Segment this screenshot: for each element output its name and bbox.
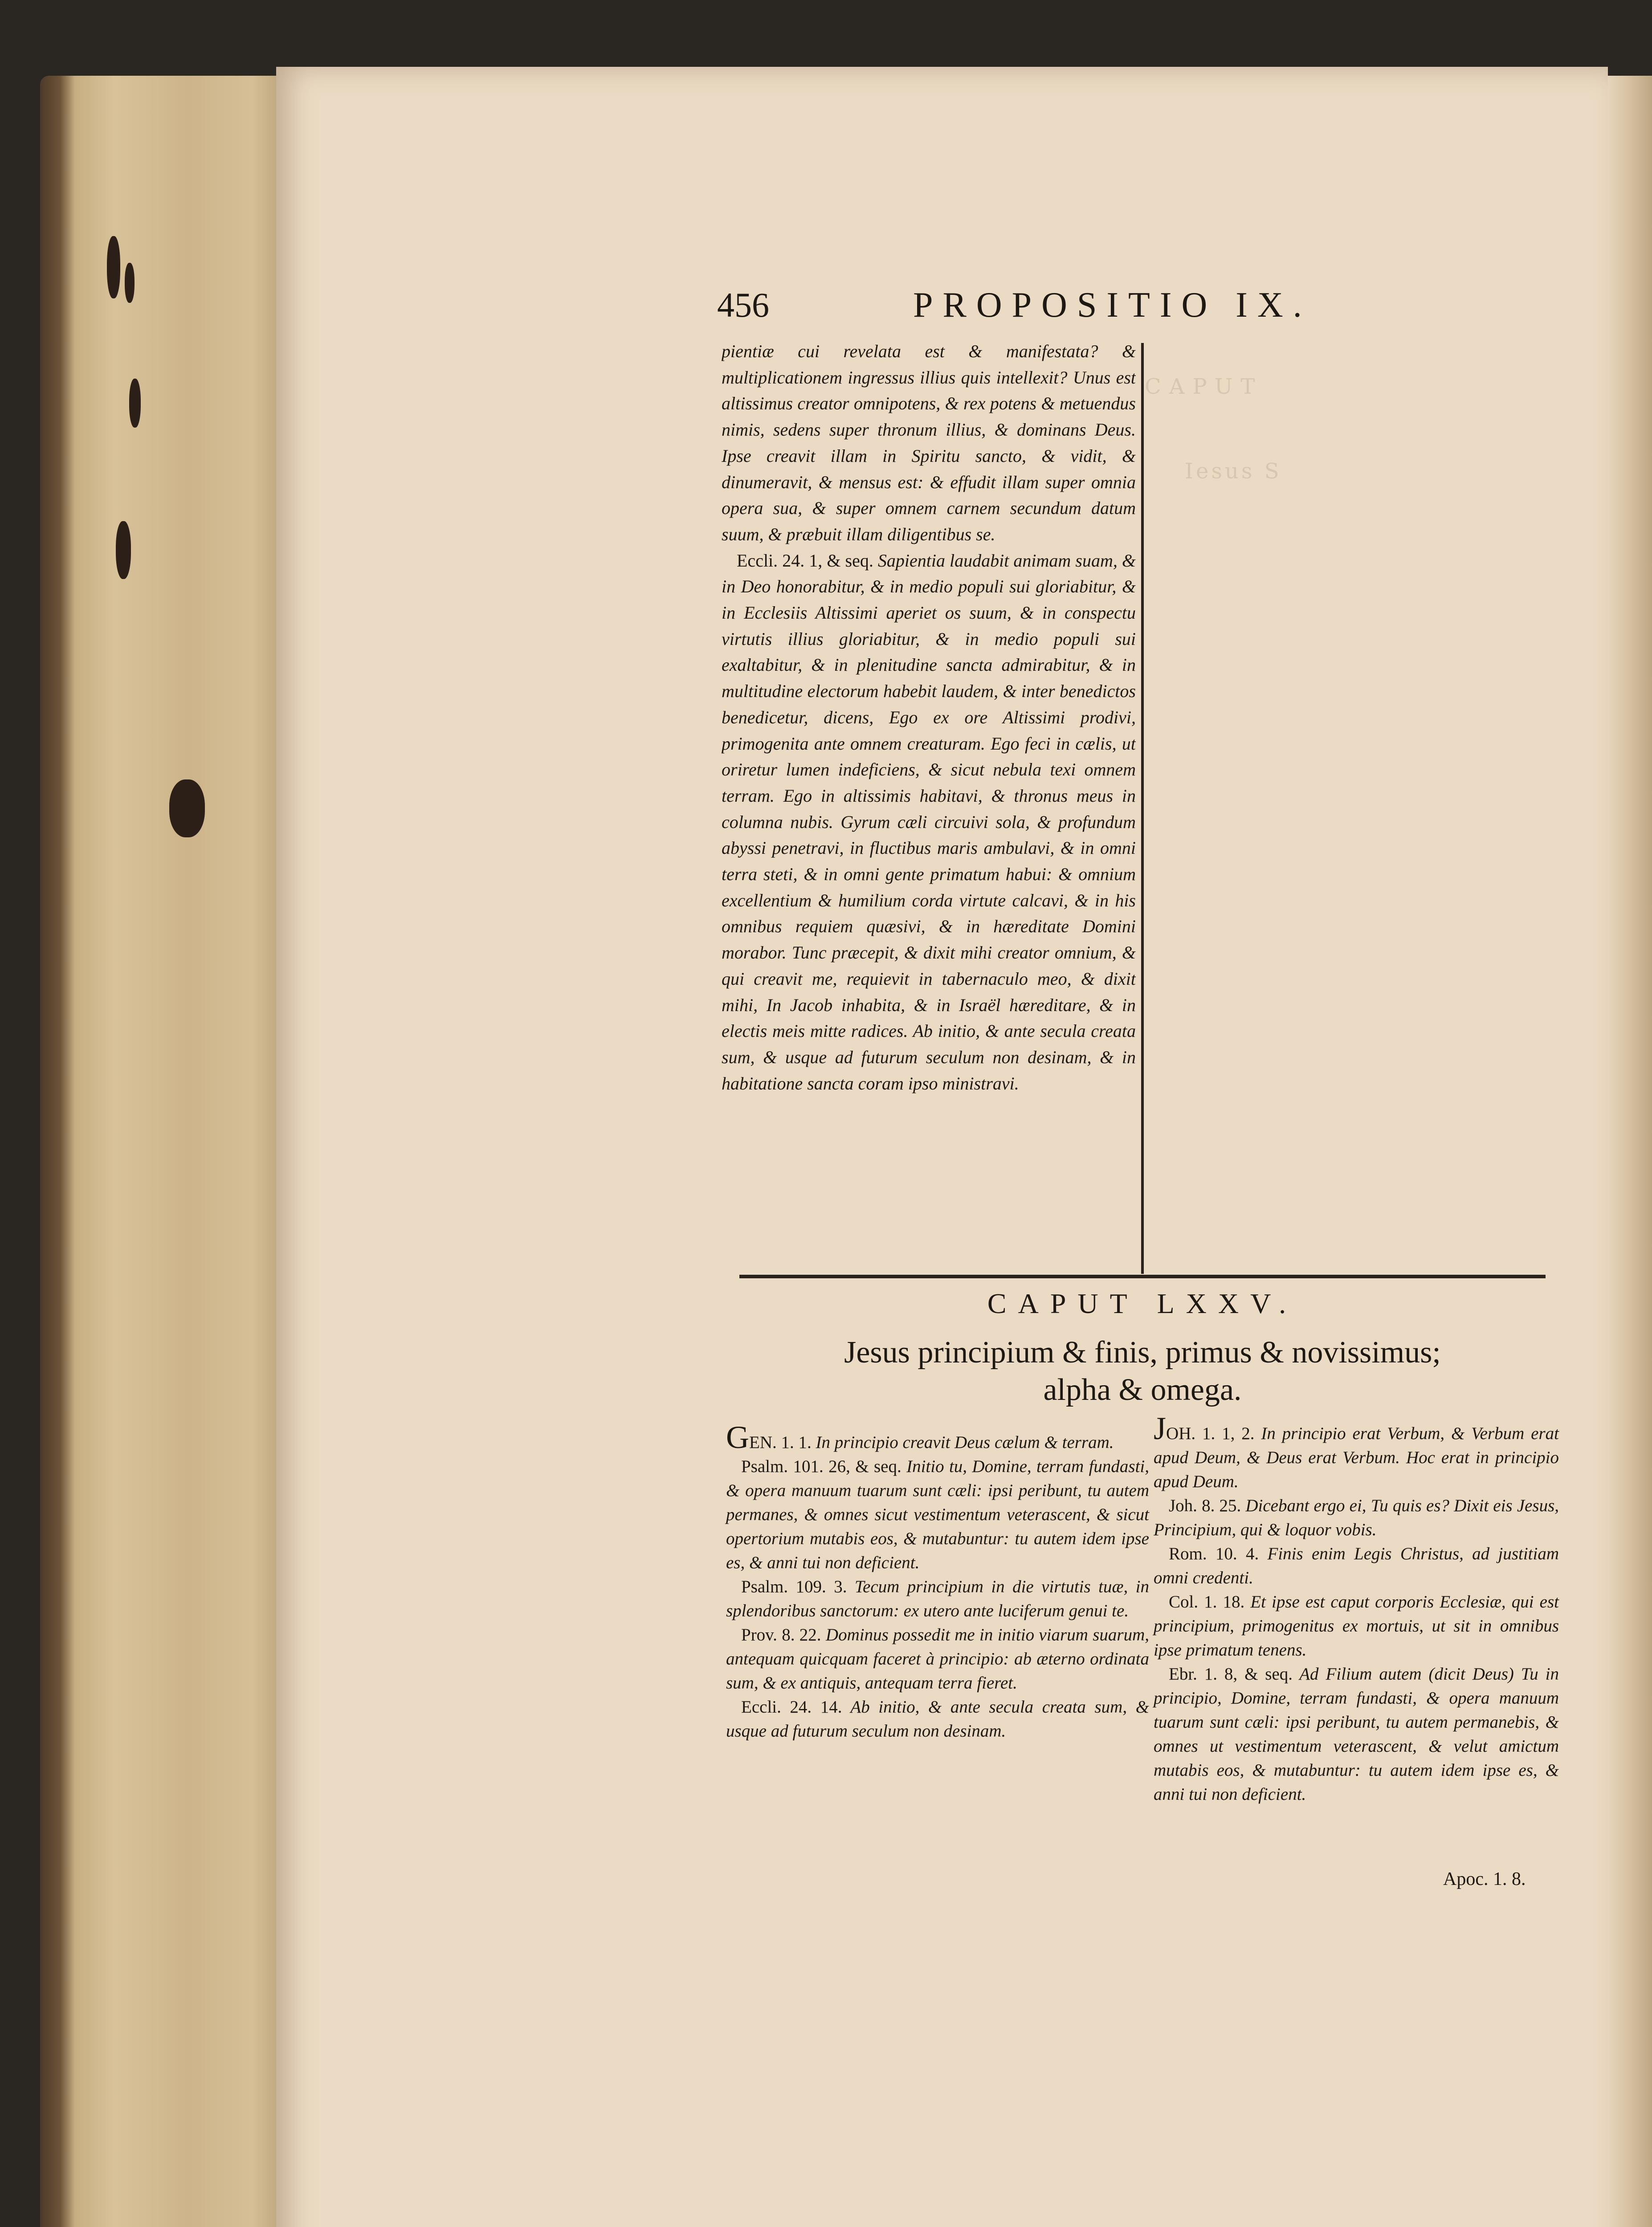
book-fore-edge-right (1608, 76, 1652, 2227)
scripture-reference: Joh. 8. 25. (1169, 1496, 1241, 1515)
paragraph-text: Tecum principium in die virtutis tuæ, in splendoribus sanctorum: ex utero ante luciferum genui te. (726, 1577, 1149, 1620)
scripture-reference: Eccli. 24. 14. (741, 1697, 842, 1717)
section-divider (739, 1275, 1546, 1278)
scripture-reference: Ebr. 1. 8, & seq. (1169, 1664, 1293, 1684)
paragraph (726, 1575, 1149, 1623)
paragraph (726, 1623, 1149, 1695)
scripture-reference: Psalm. 109. 3. (741, 1577, 847, 1596)
paragraph (1154, 1590, 1559, 1662)
top-text-column (722, 339, 1136, 1234)
running-title: PROPOSITIO IX. (913, 286, 1312, 325)
paragraph-text: pientiæ cui revelata est & manifestata? & multiplicationem ingressus illius quis intellexit? Unus est altissimus creator omnipotens, & rex potens & metuendus nimis, sedens super thronum illius, & dominans Deus. Ipse creavit illam in Spiritu sancto, & vidit, & dinumeravit, & mensus est: & effudit illam super omnia opera sua, & super omnem carnem secundum datum suum, & præbuit illam diligentibus se. (722, 341, 1136, 544)
paragraph-text: Dominus possedit me in initio viarum suarum, antequam quicquam faceret à principio: ab æterno ordinata sum, & ex antiquis, antequam terra fieret. (726, 1625, 1149, 1693)
paragraph (726, 1455, 1149, 1575)
scripture-reference: Rom. 10. 4. (1169, 1544, 1259, 1563)
paragraph (726, 1419, 1149, 1455)
chapter-subtitle-line: Jesus principium & finis, primus & novissimus; (844, 1335, 1441, 1370)
paragraph-text: In principio erat Verbum, & Verbum erat apud Deum, & Deus erat Verbum. Hoc erat in principio apud Deum. (1154, 1424, 1559, 1491)
paragraph (722, 548, 1136, 1097)
page-header (717, 285, 1345, 334)
paragraph (1154, 1494, 1559, 1542)
paragraph (722, 339, 1136, 548)
paragraph-text: Ab initio, & ante secula creata sum, & usque ad futurum seculum non desinam. (726, 1697, 1149, 1741)
page-number: 456 (717, 286, 769, 324)
paragraph-text: Dicebant ergo ei, Tu quis es? Dixit eis Jesus, Principium, qui & loquor vobis. (1154, 1496, 1559, 1539)
paragraph (726, 1695, 1149, 1743)
left-text-column (726, 1419, 1150, 1743)
paragraph (1154, 1411, 1559, 1494)
paragraph-text: Sapientia laudabit animam suam, & in Deo honorabitur, & in medio populi sui gloriabitur, & in Ecclesiis Altissimi aperiet os suum, & in conspectu virtutis illius gloriabitur, & in medio populi sui exaltabitur, & in plenitudine sancta admirabitur, & in multitudine electorum habebit laudem, & inter benedictos benedicetur, dicens, Ego ex ore Altissimi prodivi, primogenita ante omnem creaturam. Ego feci in cælis, ut oriretur lumen indeficiens, & sicut nebula texi omnem terram. Ego in altissimis habitavi, & thronus meus in columna nubis. Gyrum cæli circuivi sola, & profundum abyssi penetravi, in fluctibus maris ambulavi, & in omni terra steti, & in omni gente primatum habui: & omnium excellentium & humilium corda virtute calcavi, & in his omnibus requiem quæsivi, & in hæreditate Domini morabor. Tunc præcepit, & dixit mihi creator omnium, & qui creavit me, requievit in tabernaculo meo, & dixit mihi, In Jacob inhabita, & in Israël hæreditare, & in electis meis mitte radices. Ab initio, & ante secula creata sum, & usque ad futurum seculum non desinam, & in habitatione sancta coram ipso ministravi. (722, 550, 1136, 1093)
paragraph-text: In principio creavit Deus cælum & terram. (816, 1433, 1114, 1452)
scripture-reference: Col. 1. 18. (1169, 1592, 1245, 1611)
scripture-reference: Eccli. 24. 1, & seq. (737, 550, 873, 571)
chapter-subtitle-line: alpha & omega. (1043, 1373, 1242, 1407)
paragraph (1154, 1542, 1559, 1590)
scripture-reference: OH. 1. 1, 2. (1166, 1424, 1255, 1443)
bleed-through-text: CAPUT (1145, 374, 1263, 399)
paragraph (1154, 1662, 1559, 1807)
bleed-through-text: Iesus S (1185, 459, 1282, 484)
scripture-reference: Prov. 8. 22. (741, 1625, 821, 1644)
right-text-column (1154, 1411, 1559, 1807)
paragraph-text: Finis enim Legis Christus, ad justitiam omni credenti. (1154, 1544, 1559, 1587)
scripture-reference: Psalm. 101. 26, & seq. (741, 1457, 901, 1476)
initial-capital: J (1154, 1411, 1167, 1446)
catchword: Apoc. 1. 8. (1443, 1869, 1526, 1889)
column-rule (1141, 343, 1144, 1274)
initial-capital: G (726, 1419, 749, 1455)
book-fore-edge-left (40, 76, 290, 2227)
paragraph-text: Et ipse est caput corporis Ecclesiæ, qui est principium, primogenitus ex mortuis, ut sit in omnibus ipse primatum tenens. (1154, 1592, 1559, 1660)
chapter-subtitle (739, 1334, 1546, 1409)
scripture-reference: EN. 1. 1. (749, 1433, 812, 1452)
paragraph-text: Ad Filium autem (dicit Deus) Tu in principio, Domine, terram fundasti, & opera manuum tuarum sunt cæli: ipsi peribunt, tu autem permanebis, & omnes ut vestimentum veterascent, & velut amictum mutabis eos, & mutabuntur: tu autem idem ipse es, & anni tui non deficient. (1154, 1664, 1559, 1804)
paragraph-text: Initio tu, Domine, terram fundasti, & opera manuum tuarum sunt cæli: ipsi peribunt, tu autem permanes, & omnes sicut vestimentum veterascent, & sicut opertorium mutabis eos, & mutabuntur: tu autem idem ipse es, & anni tui non deficient. (726, 1457, 1150, 1572)
chapter-title: CAPUT LXXV. (987, 1288, 1298, 1319)
